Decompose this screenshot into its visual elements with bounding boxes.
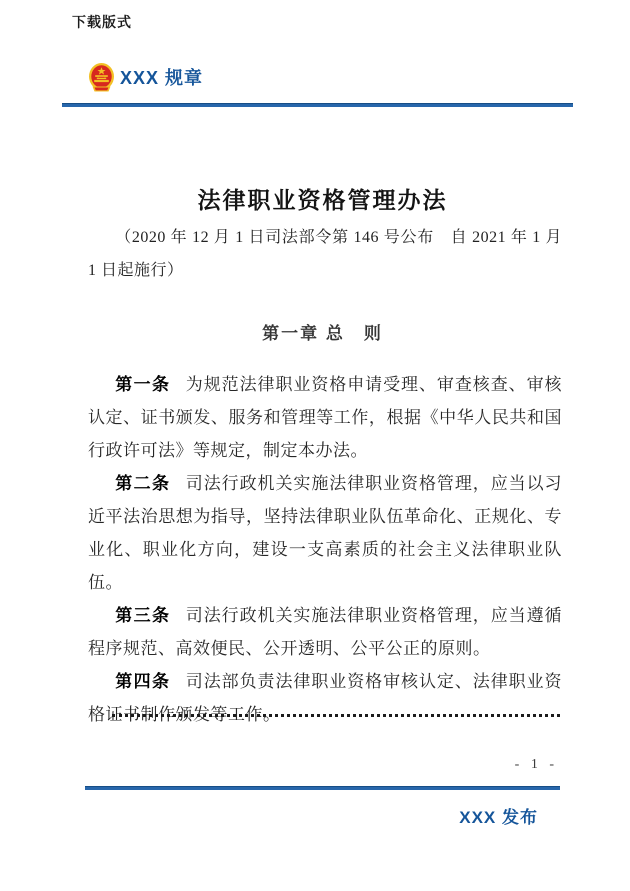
publisher-label: XXX 发布 (459, 808, 538, 827)
page-header (88, 60, 203, 94)
article-3-text: 司法行政机关实施法律职业资格管理，应当遵循程序规范、高效便民、公开透明、公平公正的原则。 (88, 606, 563, 658)
header-divider-line (62, 103, 573, 107)
article-4-text: 司法部负责法律职业资格审核认定、法律职业资格证书制作颁发等工作。 (88, 672, 563, 724)
article-paragraph-4 (88, 665, 562, 731)
article-3-label: 第三条 (115, 606, 171, 625)
articles-block (88, 368, 562, 731)
article-paragraph-3 (88, 599, 562, 665)
article-2-text: 司法行政机关实施法律职业资格管理，应当以习近平法治思想为指导，坚持法律职业队伍革命化、正规化、专业化、职业化方向，建设一支高素质的社会主义法律职业队伍。 (88, 474, 563, 592)
article-4-label: 第四条 (115, 672, 171, 691)
download-layout-link[interactable]: 下载版式 (72, 16, 132, 31)
regulation-badge-label: XXX 规章 (120, 68, 204, 88)
article-2-label: 第二条 (115, 474, 171, 493)
article-paragraph-1 (88, 368, 562, 467)
article-1-label: 第一条 (115, 375, 171, 394)
national-emblem-icon (88, 62, 115, 93)
footer-divider-line (85, 786, 560, 790)
document-title: 法律职业资格管理办法 (197, 188, 448, 214)
article-1-text: 为规范法律职业资格申请受理、审查核查、审核认定、证书颁发、服务和管理等工作，根据《中华人民共和国行政许可法》等规定，制定本办法。 (88, 375, 563, 460)
truncation-ellipsis-divider (112, 706, 560, 717)
page-number: - 1 - (514, 757, 558, 772)
promulgation-line: （2020 年 12 月 1 日司法部令第 146 号公布 自 2021 年 1 月 1 日起施行） (88, 229, 562, 279)
chapter-heading: 第一章 总 则 (262, 324, 383, 344)
article-paragraph-2 (88, 467, 562, 599)
